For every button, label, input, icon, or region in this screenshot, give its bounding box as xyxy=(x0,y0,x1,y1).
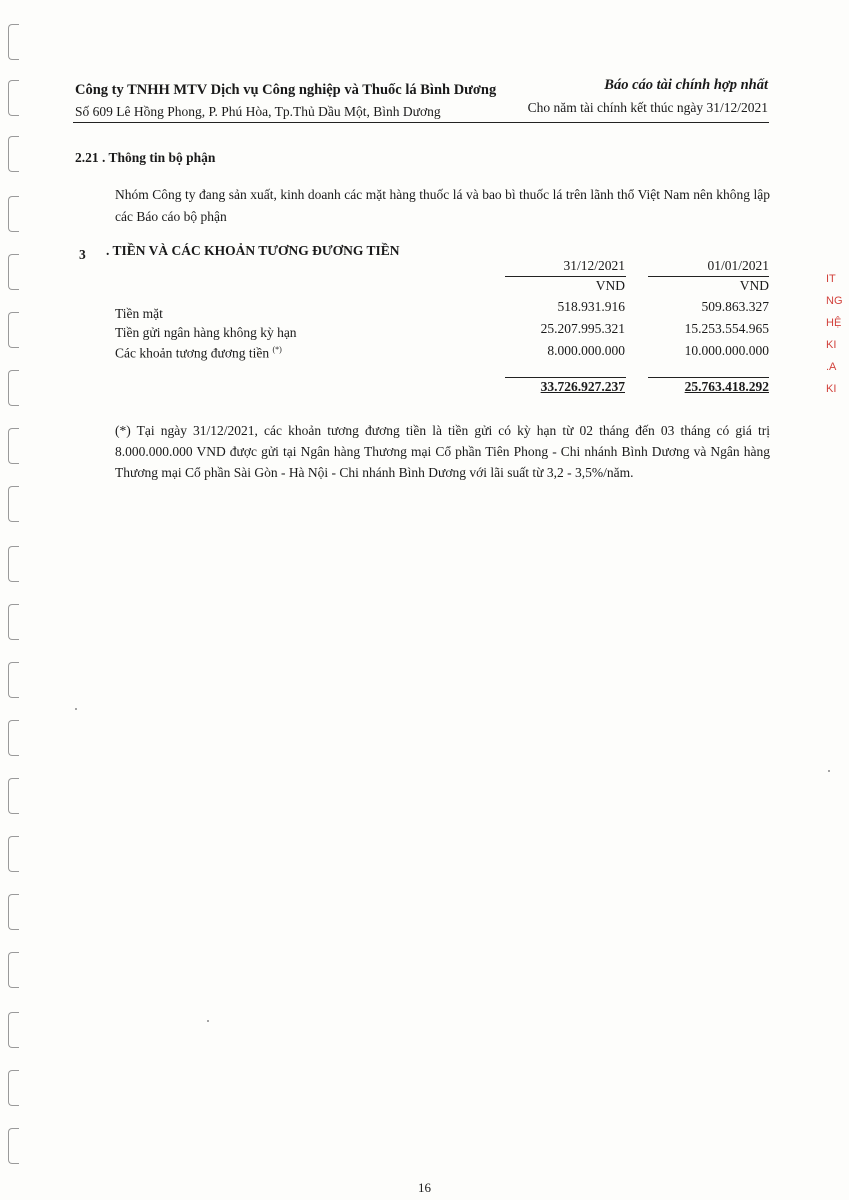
section-heading: 2.21 . Thông tin bộ phận xyxy=(75,150,216,165)
cell-value: 15.253.554.965 xyxy=(684,321,769,336)
total-rule xyxy=(505,377,626,378)
row-label: Các khoản tương đương tiền (*) xyxy=(115,345,282,361)
margin-mark: IT xyxy=(826,273,836,285)
column-rule xyxy=(648,276,769,277)
total-rule xyxy=(648,377,769,378)
page-number: 16 xyxy=(418,1180,431,1195)
footnote-marker: (*) xyxy=(272,345,282,354)
margin-mark: HỆ xyxy=(826,317,842,329)
section-paragraph: Nhóm Công ty đang sản xuất, kinh doanh các mặt hàng thuốc lá và bao bì thuốc lá trên lãnh thổ Việt Nam nên không lập các Báo cáo bộ phận xyxy=(115,187,770,224)
total-value: 33.726.927.237 xyxy=(540,379,625,394)
header-divider xyxy=(73,122,769,123)
column-date: 31/12/2021 xyxy=(563,258,625,273)
page-header-left xyxy=(75,80,496,122)
margin-stamp-marks xyxy=(826,268,848,400)
column-date: 01/01/2021 xyxy=(707,258,769,273)
section-number: 3 xyxy=(79,247,86,262)
margin-mark: KI xyxy=(826,339,837,351)
row-label: Tiền mặt xyxy=(115,306,163,321)
margin-mark: .A xyxy=(826,361,837,373)
report-period: Cho năm tài chính kết thúc ngày 31/12/2021 xyxy=(527,100,768,115)
column-unit: VND xyxy=(739,278,769,293)
section-heading: . TIỀN VÀ CÁC KHOẢN TƯƠNG ĐƯƠNG TIỀN xyxy=(106,243,400,258)
cell-value: 8.000.000.000 xyxy=(547,343,625,358)
total-value: 25.763.418.292 xyxy=(684,379,769,394)
row-label: Tiền gửi ngân hàng không kỳ hạn xyxy=(115,325,297,340)
company-name: Công ty TNHH MTV Dịch vụ Công nghiệp và Thuốc lá Bình Dương xyxy=(75,82,497,98)
margin-mark: KI xyxy=(826,383,837,395)
column-unit: VND xyxy=(595,278,625,293)
cell-value: 518.931.916 xyxy=(557,299,625,314)
scan-speck xyxy=(828,770,830,772)
cell-value: 25.207.995.321 xyxy=(540,321,625,336)
scan-speck xyxy=(75,708,77,710)
cell-value: 509.863.327 xyxy=(701,299,769,314)
scan-speck xyxy=(207,1020,209,1022)
report-title: Báo cáo tài chính hợp nhất xyxy=(604,77,768,93)
cell-value: 10.000.000.000 xyxy=(684,343,769,358)
company-address: Số 609 Lê Hồng Phong, P. Phú Hòa, Tp.Thủ Dầu Một, Bình Dương xyxy=(75,104,441,119)
column-rule xyxy=(505,276,626,277)
margin-mark: NG xyxy=(826,295,843,307)
page-header-right xyxy=(528,75,768,118)
footnote: (*) Tại ngày 31/12/2021, các khoản tương đương tiền là tiền gửi có kỳ hạn từ 02 tháng đến 03 tháng có giá trị 8.000.000.000 VND được gửi tại Ngân hàng Thương mại Cổ phần Tiên Phong - Chi nhánh Bình Dương và Ngân hàng Thương mại Cổ phần Sài Gòn - Hà Nội - Chi nhánh Bình Dương với lãi suất từ 3,2 - 3,5%/năm. xyxy=(115,423,770,480)
